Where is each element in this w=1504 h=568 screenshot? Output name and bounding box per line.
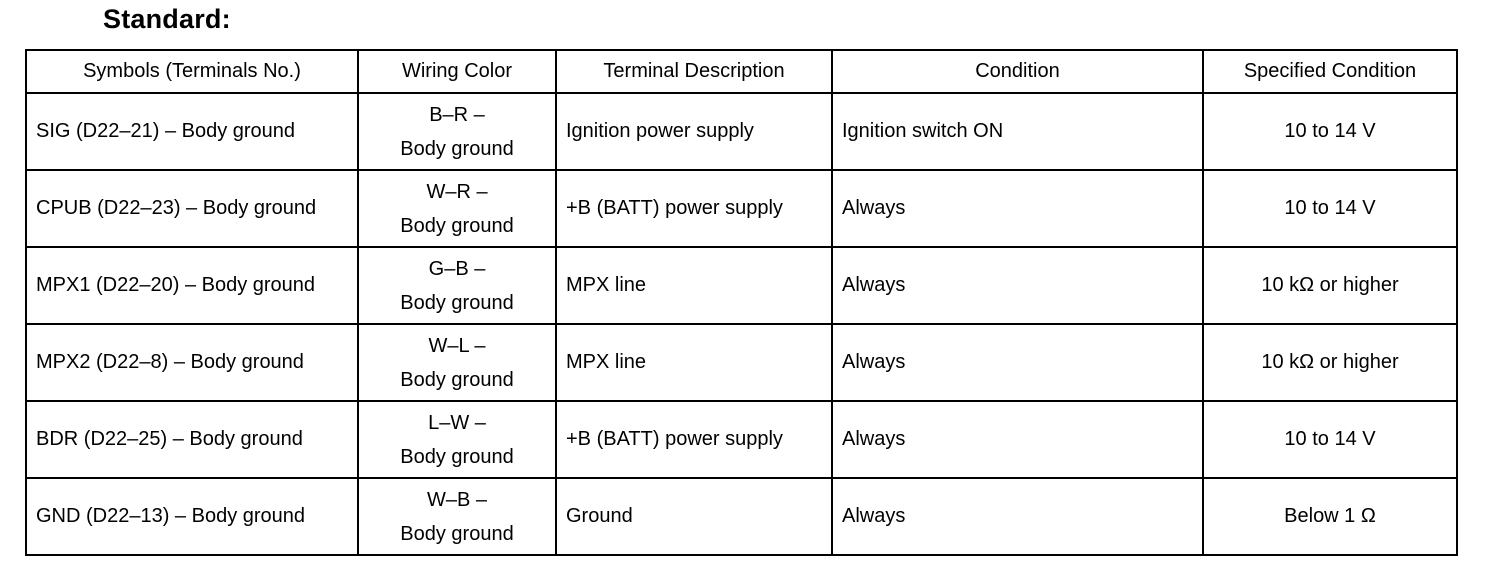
cell-specified: Below 1 Ω <box>1203 478 1457 555</box>
cell-condition: Ignition switch ON <box>832 93 1203 170</box>
cell-wiring-color <box>358 247 556 324</box>
wiring-color-bottom: Body ground <box>400 522 514 545</box>
table-row <box>26 478 1457 555</box>
cell-symbol: CPUB (D22–23) – Body ground <box>26 170 358 247</box>
table-row <box>26 324 1457 401</box>
cell-condition: Always <box>832 401 1203 478</box>
header-terminal-description: Terminal Description <box>556 50 832 93</box>
cell-symbol: GND (D22–13) – Body ground <box>26 478 358 555</box>
header-condition: Condition <box>832 50 1203 93</box>
cell-wiring-color <box>358 478 556 555</box>
cell-symbol: SIG (D22–21) – Body ground <box>26 93 358 170</box>
wiring-color-top: W–R – <box>426 180 488 203</box>
cell-wiring-color <box>358 170 556 247</box>
cell-specified: 10 kΩ or higher <box>1203 324 1457 401</box>
cell-description: Ignition power supply <box>556 93 832 170</box>
cell-symbol: MPX2 (D22–8) – Body ground <box>26 324 358 401</box>
standard-heading: Standard: <box>103 4 231 34</box>
table-row <box>26 247 1457 324</box>
header-specified-condition: Specified Condition <box>1203 50 1457 93</box>
wiring-color-bottom: Body ground <box>400 137 514 160</box>
table-row <box>26 93 1457 170</box>
header-symbols: Symbols (Terminals No.) <box>26 50 358 93</box>
wiring-color-top: B–R – <box>429 103 485 126</box>
cell-specified: 10 to 14 V <box>1203 401 1457 478</box>
cell-description: MPX line <box>556 324 832 401</box>
cell-symbol: MPX1 (D22–20) – Body ground <box>26 247 358 324</box>
cell-condition: Always <box>832 324 1203 401</box>
wiring-color-bottom: Body ground <box>400 214 514 237</box>
wiring-color-top: W–B – <box>426 488 488 511</box>
table-row <box>26 170 1457 247</box>
cell-condition: Always <box>832 170 1203 247</box>
wiring-color-bottom: Body ground <box>400 368 514 391</box>
wiring-color-top: W–L – <box>428 334 486 357</box>
cell-description: +B (BATT) power supply <box>556 401 832 478</box>
wiring-color-top: G–B – <box>428 257 486 280</box>
header-wiring-color: Wiring Color <box>358 50 556 93</box>
cell-wiring-color <box>358 324 556 401</box>
cell-wiring-color <box>358 93 556 170</box>
cell-description: +B (BATT) power supply <box>556 170 832 247</box>
table-header-row <box>26 50 1457 93</box>
cell-description: MPX line <box>556 247 832 324</box>
cell-condition: Always <box>832 247 1203 324</box>
cell-condition: Always <box>832 478 1203 555</box>
cell-specified: 10 to 14 V <box>1203 93 1457 170</box>
table-row <box>26 401 1457 478</box>
cell-specified: 10 kΩ or higher <box>1203 247 1457 324</box>
cell-symbol: BDR (D22–25) – Body ground <box>26 401 358 478</box>
cell-description: Ground <box>556 478 832 555</box>
wiring-color-bottom: Body ground <box>400 291 514 314</box>
cell-wiring-color <box>358 401 556 478</box>
cell-specified: 10 to 14 V <box>1203 170 1457 247</box>
wiring-color-bottom: Body ground <box>400 445 514 468</box>
wiring-color-top: L–W – <box>428 411 486 434</box>
terminal-spec-table <box>25 49 1458 556</box>
